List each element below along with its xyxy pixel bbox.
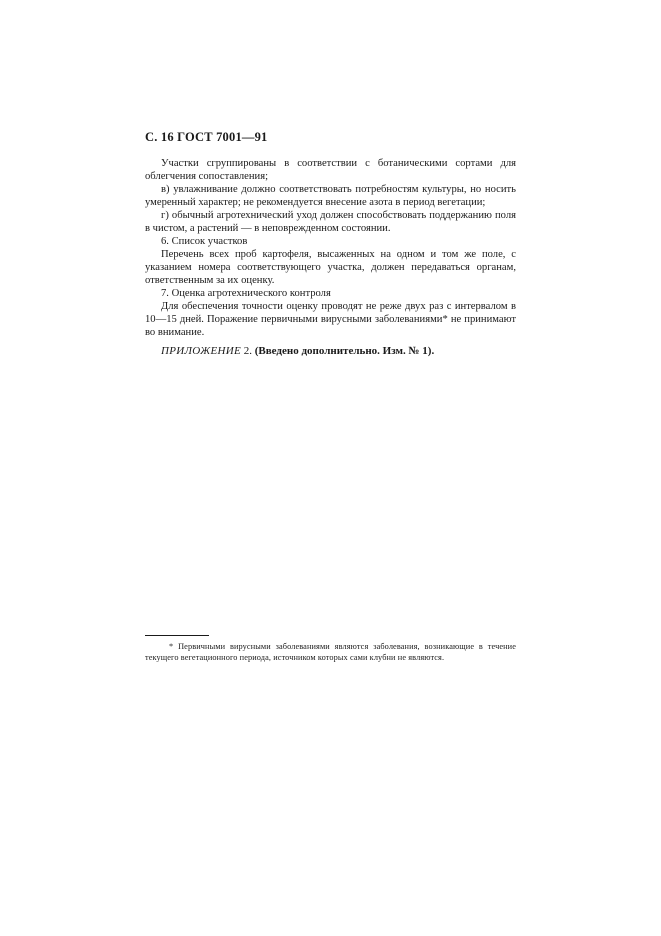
paragraph-item-g: г) обычный агротехнический уход должен способствовать поддержанию поля в чистом, а растений — в неповрежденном состоянии. (145, 210, 516, 234)
appendix-label: ПРИЛОЖЕНИЕ (161, 345, 241, 357)
page-header: С. 16 ГОСТ 7001—91 (145, 130, 268, 144)
appendix-note (161, 345, 434, 357)
paragraph-plot-list: Перечень всех проб картофеля, высаженных на одном и том же поле, с указанием номера соответствующего участка, должен передаваться органам, ответственным за их оценку. (145, 249, 516, 286)
footnote: * Первичными вирусными заболеваниями являются заболевания, возникающие в течение текущего вегетационного периода, источником которых сами клубни не являются. (145, 642, 516, 662)
document-body (145, 157, 516, 339)
footnote-divider (145, 635, 209, 636)
appendix-amendment: (Введено дополнительно. Изм. № 1). (254, 345, 435, 357)
section-heading-6: 6. Список участков (161, 236, 248, 247)
appendix-number: 2. (243, 345, 252, 357)
paragraph-assessment: Для обеспечения точности оценку проводят не реже двух раз с интервалом в 10—15 дней. Поражение первичными вирусными заболеваниями* не принимают во внимание. (145, 301, 516, 338)
section-heading-7: 7. Оценка агротехнического контроля (161, 288, 331, 299)
paragraph-grouping: Участки сгруппированы в соответствии с ботаническими сортами для облегчения сопоставления; (145, 158, 516, 182)
paragraph-item-v: в) увлажнивание должно соответствовать потребностям культуры, но носить умеренный характер; не рекомендуется внесение азота в период вегетации; (145, 184, 516, 208)
